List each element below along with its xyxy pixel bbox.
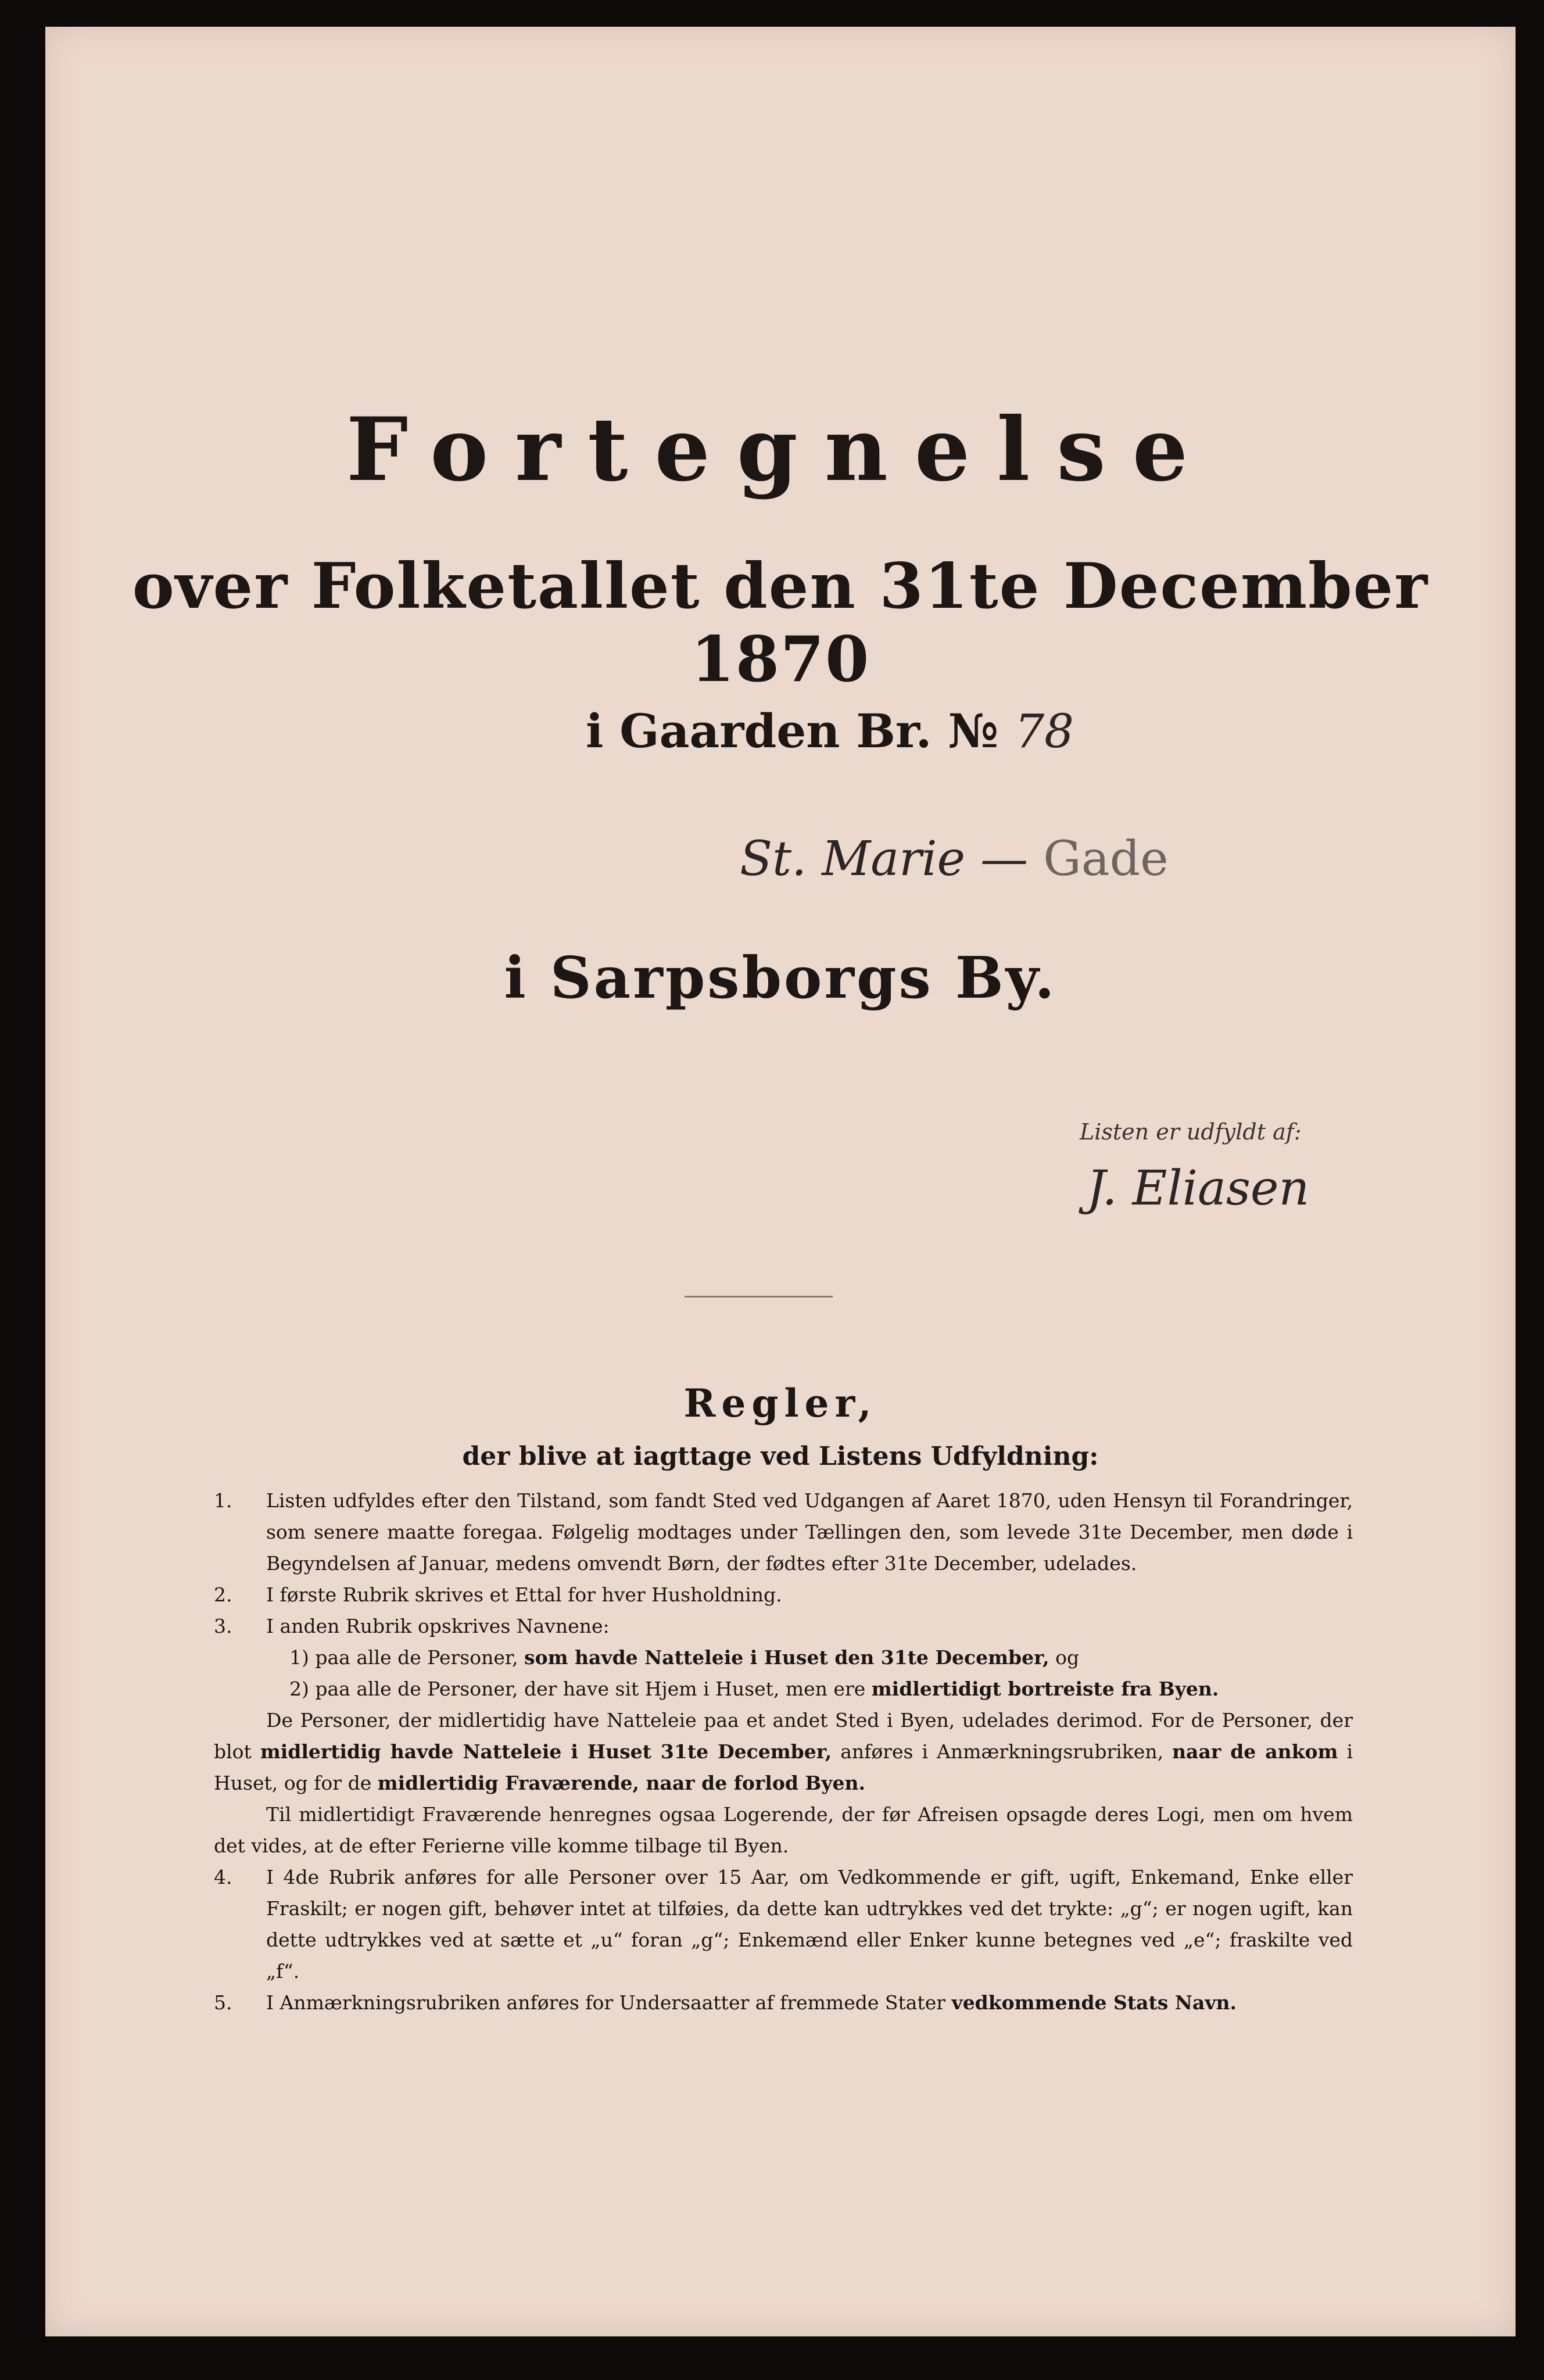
rule-subitem: 2) paa alle de Personer, der have sit Hjem i Huset, men ere midlertidigt bortreiste fra Byen. xyxy=(289,1678,1219,1700)
rule-item xyxy=(214,1485,1353,1579)
rule-item xyxy=(214,1987,1353,2019)
rule-number: 4. xyxy=(214,1866,232,1888)
form-subtitle: over Folketallet den 31te December 1870 xyxy=(132,550,1429,696)
rule-text: I Anmærkningsrubriken anføres for Undersaatter af fremmede Stater xyxy=(266,1991,946,2014)
rule-text: I første Rubrik skrives et Ettal for hver Husholdning. xyxy=(266,1583,782,1606)
farm-number-label: № xyxy=(948,704,999,758)
section-divider xyxy=(685,1296,833,1297)
street-line: St. Marie — Gade xyxy=(740,831,1169,887)
rule-text-bold: vedkommende Stats Navn. xyxy=(951,1991,1237,2014)
rule-text: I 4de Rubrik anføres for alle Personer over 15 Aar, om Vedkommende er gift, ugift, Enkemand, Enke eller Fraskilt; er nogen gift, behøver intet at tilføies, da dette kan udtrykkes ved det trykte: „g“; er nogen ugift, kan dette udtrykkes ved at sætte et „u“ foran „g“; Enkemænd eller Enker kunne betegnes ved „e“; fraskilte ved „f“. xyxy=(266,1866,1353,1983)
rule-text: Listen udfyldes efter den Tilstand, som fandt Sted ved Udgangen af Aaret 1870, uden Hensyn til Forandringer, som senere maatte foregaa. Følgelig modtages under Tællingen den, som levede 31te December, men døde i Begyndelsen af Januar, medens omvendt Børn, der fødtes efter 31te December, udelades. xyxy=(266,1489,1353,1575)
rule-text: I anden Rubrik opskrives Navnene: xyxy=(266,1615,610,1637)
filled-by-label: Listen er udfyldt af: xyxy=(1080,1119,1302,1145)
form-title: Fortegnelse xyxy=(346,399,1215,501)
census-form-page xyxy=(45,27,1516,2336)
rules-heading: Regler, xyxy=(683,1381,877,1426)
town-line: i Sarpsborgs By. xyxy=(504,945,1057,1012)
rule-subitem: 1) paa alle de Personer, som havde Natteleie i Huset den 31te December, og xyxy=(289,1646,1080,1669)
farm-number-handwritten: 78 xyxy=(1015,704,1074,758)
rule-number: 5. xyxy=(214,1991,232,2014)
rule-paragraph: De Personer, der midlertidig have Natteleie paa et andet Sted i Byen, udelades derimod. For de Personer, der blot midlertidig havde Natteleie i Huset 31te December, anføres i Anmærkningsrubriken, naar de ankom i Huset, og for de midlertidig Fraværende, naar de forlod Byen. xyxy=(214,1709,1353,1794)
farm-number-line xyxy=(586,704,1074,758)
farm-prefix: i Gaarden Br. xyxy=(586,704,932,758)
rule-item xyxy=(214,1862,1353,1987)
rule-number: 1. xyxy=(214,1489,232,1512)
rules-subheading: der blive at iagttage ved Listens Udfyldning: xyxy=(462,1442,1099,1471)
rules-list xyxy=(214,1485,1353,2019)
rule-number: 3. xyxy=(214,1615,232,1637)
filled-by-signature: J. Eliasen xyxy=(1087,1161,1310,1216)
street-suffix: Gade xyxy=(1043,831,1169,887)
rule-paragraph: Til midlertidigt Fraværende henregnes ogsaa Logerende, der før Afreisen opsagde deres Logi, men om hvem det vides, at de efter Ferierne ville komme tilbage til Byen. xyxy=(214,1803,1353,1857)
rule-item xyxy=(214,1611,1353,1705)
street-name-handwritten: St. Marie xyxy=(740,831,966,887)
rule-number: 2. xyxy=(214,1583,232,1606)
rule-item xyxy=(214,1579,1353,1611)
